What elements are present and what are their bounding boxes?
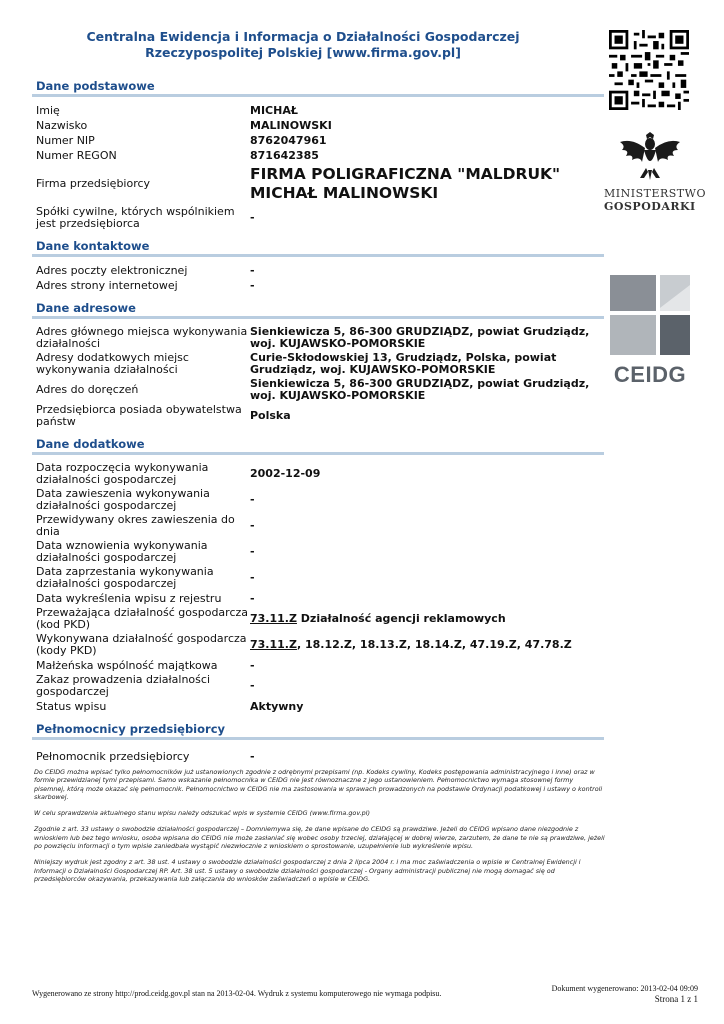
ceidg-logo <box>610 275 690 395</box>
row-value <box>250 613 604 625</box>
row-value: - <box>250 749 255 763</box>
registry-content <box>32 78 604 764</box>
qr-code-icon <box>609 30 689 110</box>
section-dane-adresowe <box>32 300 604 436</box>
ceidg-text: CEIDG <box>613 362 687 387</box>
row-value: - <box>250 493 255 506</box>
row-label: Firma przedsiębiorcy <box>36 177 151 190</box>
row-value: - <box>250 571 255 584</box>
row-value: - <box>250 211 255 224</box>
section-dane-podstawowe <box>32 78 604 238</box>
row-label: Numer NIP <box>36 133 95 147</box>
section-dane-kontaktowe <box>32 238 604 300</box>
row-value: - <box>250 278 255 292</box>
footer-generated-date: Dokument wygenerowano: 2013-02-04 09:09 <box>551 984 698 993</box>
row-value: - <box>250 658 255 672</box>
row-label: Adresy dodatkowych miejsc wykonywania działalności <box>36 351 189 376</box>
note-paragraph: Zgodnie z art. 33 ustawy o swobodzie działalności gospodarczej – Domniemywa się, że dane wpisane do CEIDG są prawdziwe. Jeżeli do CEIDG wpisano dane niezgodnie z wnioskiem lub bez tego wniosku, osoba wpisana do CEIDG nie może zasłaniać się wobec osoby trzeciej, działającej w dobrej wierze, zarzutem, że dane te nie są prawdziwe, jeżeli po powzięciu informacji o tym wpisie zaniedbała wystąpić niezwłocznie z wnioskiem o sprostowanie, uzupełnienie lub wykreślenie wpisu. <box>34 825 605 851</box>
row-label: Data zaprzestania wykonywania działalności gospodarczej <box>36 565 214 590</box>
row-label: Numer REGON <box>36 148 117 162</box>
company-name: FIRMA POLIGRAFICZNA "MALDRUK" MICHAŁ MALINOWSKI <box>250 165 561 202</box>
row-label: Imię <box>36 103 60 117</box>
section-pelnomocnicy <box>32 721 604 764</box>
header-line-1: Centralna Ewidencja i Informacja o Działalności Gospodarczej <box>86 29 520 44</box>
data-row <box>32 148 604 163</box>
row-value: MALINOWSKI <box>250 118 332 132</box>
data-row <box>32 351 604 377</box>
data-row <box>32 606 604 632</box>
data-row <box>32 461 604 487</box>
data-row <box>32 325 604 351</box>
row-label: Przeważająca działalność gospodarcza (kod PKD) <box>36 606 249 631</box>
row-label: Małżeńska wspólność majątkowa <box>36 658 218 672</box>
data-row <box>32 278 604 293</box>
row-label: Przedsiębiorca posiada obywatelstwa państw <box>36 403 242 428</box>
row-label: Data wykreślenia wpisu z rejestru <box>36 591 222 605</box>
section-title: Dane adresowe <box>32 300 604 319</box>
status-value: Aktywny <box>250 699 304 713</box>
row-value: - <box>250 545 255 558</box>
row-label: Data rozpoczęcia wykonywania działalności gospodarczej <box>36 461 209 486</box>
pkd-codes-list: , 18.12.Z, 18.13.Z, 18.14.Z, 47.19.Z, 47.78.Z <box>296 638 572 651</box>
header-line-2: Rzeczypospolitej Polskiej [www.firma.gov.pl] <box>145 45 461 60</box>
data-row <box>32 205 604 231</box>
row-value: - <box>250 263 255 277</box>
data-row <box>32 565 604 591</box>
row-value: 2002-12-09 <box>250 467 321 480</box>
data-row <box>32 487 604 513</box>
row-value <box>250 639 604 651</box>
row-label: Pełnomocnik przedsiębiorcy <box>36 749 190 763</box>
data-row <box>32 377 604 403</box>
row-value: - <box>250 519 255 532</box>
document-header <box>36 29 570 61</box>
row-value: MICHAŁ <box>250 103 298 117</box>
pkd-description: Działalność agencji reklamowych <box>296 612 506 625</box>
gospodarki-text: GOSPODARKI <box>604 200 696 213</box>
data-row <box>32 673 604 699</box>
section-dane-dodatkowe <box>32 436 604 721</box>
row-value: Sienkiewicza 5, 86-300 GRUDZIĄDZ, powiat Grudziądz, woj. KUJAWSKO-POMORSKIE <box>250 377 590 402</box>
row-value: - <box>250 679 255 692</box>
pkd-code-link[interactable]: 73.11.Z <box>250 612 297 625</box>
section-title: Dane dodatkowe <box>32 436 604 455</box>
row-label: Adres do doręczeń <box>36 383 139 396</box>
data-row <box>32 699 604 714</box>
row-label: Wykonywana działalność gospodarcza (kody PKD) <box>36 632 247 657</box>
ministerstwo-gospodarki-logo <box>604 187 706 213</box>
row-value: 871642385 <box>250 148 319 162</box>
row-value: 8762047961 <box>250 133 327 147</box>
pkd-code-link[interactable]: 73.11.Z <box>250 638 297 651</box>
data-row <box>32 133 604 148</box>
ministerstwo-text: MINISTERSTWO <box>604 187 706 200</box>
ceidg-graphic-icon <box>610 275 690 355</box>
section-title: Pełnomocnicy przedsiębiorcy <box>32 721 604 740</box>
footer-generated-from: Wygenerowano ze strony http://prod.ceidg.gov.pl stan na 2013-02-04. Wydruk z systemu komputerowego nie wymaga podpisu. <box>32 989 442 998</box>
page-number: Strona 1 z 1 <box>654 994 698 1004</box>
data-row <box>32 103 604 118</box>
row-label: Spółki cywilne, których wspólnikiem jest przedsiębiorca <box>36 205 235 230</box>
note-paragraph: W celu sprawdzenia aktualnego stanu wpisu należy odszukać wpis w systemie CEIDG (www.firma.gov.pl) <box>34 809 370 818</box>
data-row <box>32 539 604 565</box>
data-row <box>32 591 604 606</box>
data-row <box>32 163 604 205</box>
footer-meta <box>552 983 698 1005</box>
eagle-emblem-icon <box>612 128 688 184</box>
section-title: Dane kontaktowe <box>32 238 604 257</box>
row-label: Adres strony internetowej <box>36 278 178 292</box>
data-row <box>32 513 604 539</box>
row-value: Curie-Skłodowskiej 13, Grudziądz, Polska, powiat Grudziądz, woj. KUJAWSKO-POMORSKIE <box>250 351 557 376</box>
row-label: Data zawieszenia wykonywania działalności gospodarczej <box>36 487 210 512</box>
row-label: Zakaz prowadzenia działalności gospodarczej <box>36 673 210 698</box>
section-title: Dane podstawowe <box>32 78 604 97</box>
row-label: Status wpisu <box>36 699 107 713</box>
data-row <box>32 632 604 658</box>
row-value: - <box>250 591 255 605</box>
row-label: Adres głównego miejsca wykonywania działalności <box>36 325 248 350</box>
data-row <box>32 658 604 673</box>
data-row <box>32 403 604 429</box>
row-value: Sienkiewicza 5, 86-300 GRUDZIĄDZ, powiat Grudziądz, woj. KUJAWSKO-POMORSKIE <box>250 325 590 350</box>
note-paragraph: Niniejszy wydruk jest zgodny z art. 38 ust. 4 ustawy o swobodzie działalności gospodarczej z dnia 2 lipca 2004 r. i ma moc zaświadczenia o wpisie w Centralnej Ewidencji i Informacji o Działalności Gospodarczej RP. Art. 38 ust. 5 ustawy o swobodzie działalności gospodarczej - Organy administracji publicznej nie mogą domagać się od przedsiębiorców okazywania, przekazywania lub załączania do wniosków zaświadczeń o wpisie w CEIDG. <box>34 858 581 883</box>
row-label: Adres poczty elektronicznej <box>36 263 188 277</box>
legal-notes <box>34 768 606 891</box>
note-paragraph: Do CEIDG można wpisać tylko pełnomocników już ustanowionych zgodnie z odrębnymi przepisami (np. Kodeks cywilny, Kodeks postępowania administracyjnego i inne) oraz w formie przewidzianej tymi przepisami. Samo wskazanie pełnomocnika w CEIDG nie jest równoznaczne z jego ustanowieniem. Pełnomocnictwo wymaga stosownej formy pisemnej, którą może okazać się pełnomocnik. Pełnomocnictwo w CEIDG nie ma zastosowania w sprawach prowadzonych na podstawie Ordynacji podatkowej i ustawy o kontroli skarbowej. <box>34 768 603 801</box>
data-row <box>32 263 604 278</box>
row-label: Data wznowienia wykonywania działalności gospodarczej <box>36 539 208 564</box>
row-value: Polska <box>250 409 291 422</box>
row-label: Nazwisko <box>36 118 88 132</box>
row-label: Przewidywany okres zawieszenia do dnia <box>36 513 235 538</box>
data-row <box>32 746 604 764</box>
data-row <box>32 118 604 133</box>
